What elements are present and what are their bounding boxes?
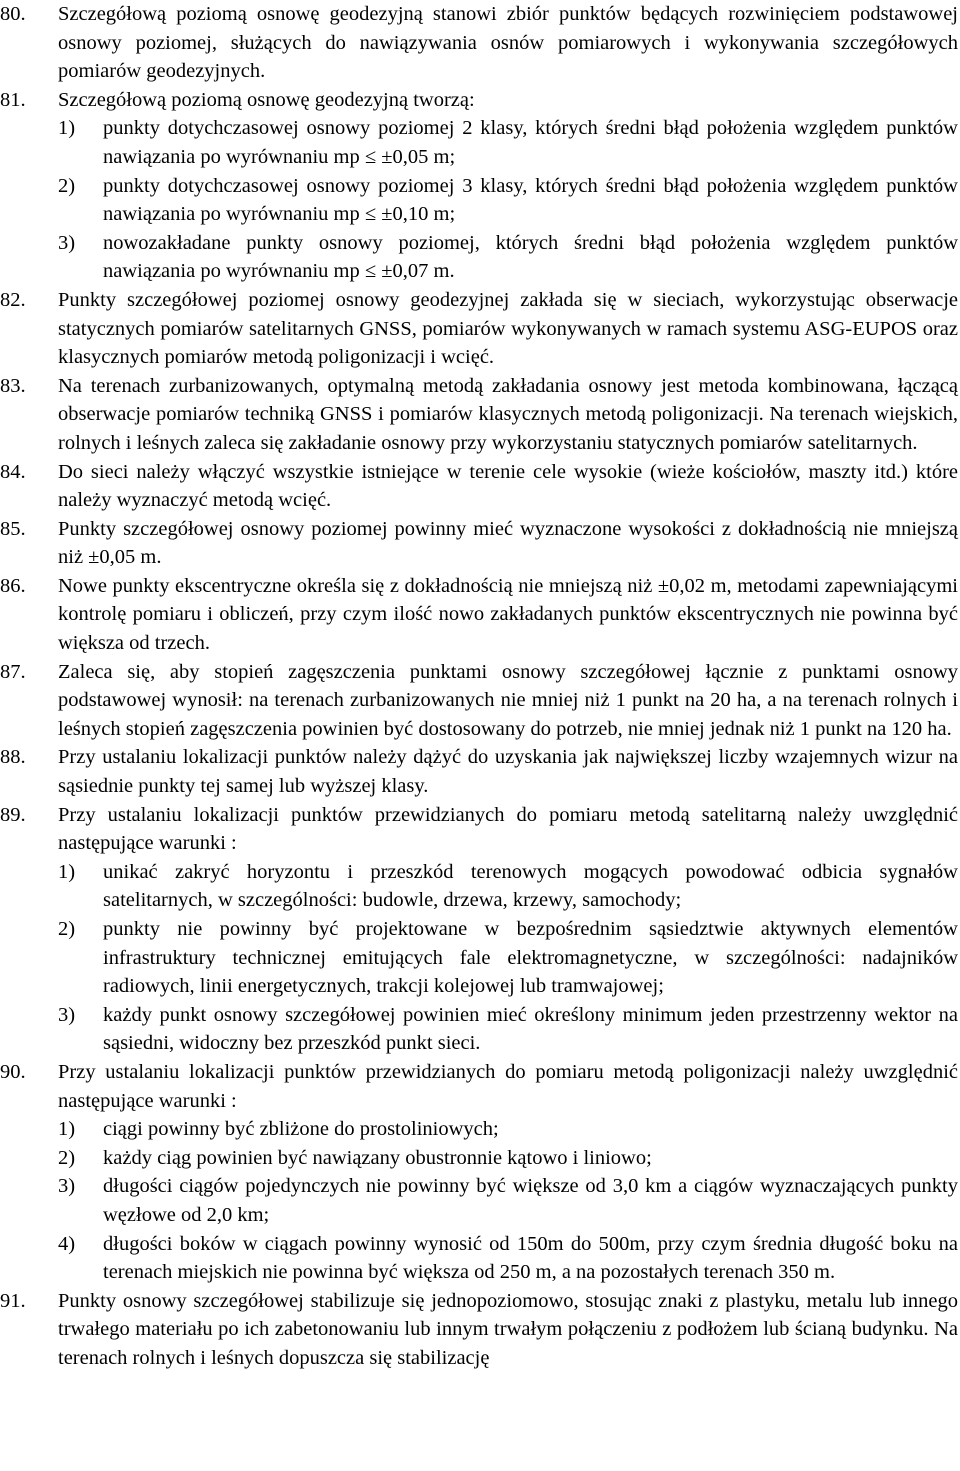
paragraph-number: 83.: [0, 374, 26, 397]
paragraph-item: [0, 86, 958, 286]
sub-item-number: 2): [58, 918, 76, 940]
paragraph-number: 88.: [0, 746, 26, 769]
sub-item-number: 2): [58, 1146, 76, 1169]
sub-item-text: każdy ciąg powinien być nawiązany obustronnie kątowo i liniowo;: [103, 1146, 652, 1169]
paragraph-number: 82.: [0, 288, 26, 311]
sub-item-text: unikać zakryć horyzontu i przeszkód terenowych mogących powodować odbicia sygnałów satelitarnych, w szczególności: budowle, drzewa, krzewy, samochody;: [103, 860, 958, 912]
sub-item: [58, 172, 958, 229]
paragraph-body: [58, 1058, 958, 1287]
paragraph-text: Do sieci należy włączyć wszystkie istniejące w terenie cele wysokie (wieże kościołów, maszty itd.) które należy wyznaczyć metodą wcięć.: [58, 460, 958, 512]
paragraph-item: [0, 801, 958, 1058]
paragraph-body: [58, 572, 958, 658]
paragraph-body: [58, 0, 958, 86]
paragraph-text: Przy ustalaniu lokalizacji punktów należy dążyć do uzyskania jak największej liczby wzajemnych wizur na sąsiednie punkty tej samej lub wyższej klasy.: [58, 746, 958, 798]
paragraph-item: [0, 0, 958, 86]
paragraph-text: Przy ustalaniu lokalizacji punktów przewidzianych do pomiaru metodą satelitarną należy uwzględnić następujące warunki :: [58, 803, 958, 855]
sub-item-number: 3): [58, 231, 76, 254]
paragraph-text: Przy ustalaniu lokalizacji punktów przewidzianych do pomiaru metodą poligonizacji należy uwzględnić następujące warunki :: [58, 1060, 958, 1112]
sub-item-text: długości boków w ciągach powinny wynosić od 150m do 500m, przy czym średnia długość boku na terenach miejskich nie powinna być większa od 250 m, a na pozostałych terenach 350 m.: [103, 1232, 958, 1284]
sub-item-number: 1): [58, 1118, 76, 1141]
sub-item-number: 2): [58, 174, 76, 197]
sub-item: [58, 1172, 958, 1229]
sub-item-number: 4): [58, 1232, 76, 1255]
paragraph-text: Szczegółową poziomą osnowę geodezyjną stanowi zbiór punktów będących rozwinięciem podstawowej osnowy poziomej, służących do nawiązywania osnów pomiarowych i wykonywania szczegółowych pomiarów geodezyjnych.: [58, 3, 958, 83]
sub-item: [58, 114, 958, 171]
paragraph-number: 86.: [0, 574, 26, 597]
paragraph-number: 91.: [0, 1289, 26, 1312]
paragraph-item: [0, 286, 958, 372]
sub-item-number: 1): [58, 117, 76, 140]
sub-item-number: 3): [58, 1175, 76, 1198]
paragraph-item: [0, 515, 958, 572]
paragraph-body: [58, 372, 958, 458]
sub-item-text: każdy punkt osnowy szczegółowej powinien mieć określony minimum jeden przestrzenny wektor na sąsiedni, widoczny bez przeszkód punkt sieci.: [103, 1003, 958, 1055]
sub-item: [58, 1001, 958, 1058]
sub-item: [58, 1115, 958, 1144]
sub-item: [58, 915, 958, 1001]
sub-item-number: 1): [58, 860, 76, 883]
sub-item-text: punkty dotychczasowej osnowy poziomej 3 klasy, których średni błąd położenia względem punktów nawiązania po wyrównaniu mp ≤ ±0,10 m;: [103, 174, 958, 226]
paragraph-text: Zaleca się, aby stopień zagęszczenia punktami osnowy szczegółowej łącznie z punktami osnowy podstawowej wynosił: na terenach zurbanizowanych nie mniej niż 1 punkt na 20 ha, a na terenach rolnych i leśnych stopień zagęszczenia powinien być dostosowany do potrzeb, nie mniej jednak niż 1 punkt na 120 ha.: [58, 660, 958, 740]
paragraph-body: [58, 458, 958, 515]
paragraph-text: Punkty szczegółowej osnowy poziomej powinny mieć wyznaczone wysokości z dokładnością nie mniejszą niż ±0,05 m.: [58, 517, 958, 569]
sub-item-text: punkty nie powinny być projektowane w bezpośrednim sąsiedztwie aktywnych elementów infrastruktury technicznej emitujących fale elektromagnetyczne, w szczególności: nadajników radiowych, linii energetycznych, trakcji kolejowej lub tramwajowej;: [103, 918, 958, 998]
sub-item-text: ciągi powinny być zbliżone do prostoliniowych;: [103, 1118, 499, 1141]
paragraph-number: 81.: [0, 88, 26, 111]
paragraph-body: [58, 515, 958, 572]
paragraph-number: 87.: [0, 660, 26, 683]
sub-item: [58, 858, 958, 915]
paragraph-number: 80.: [0, 3, 26, 25]
paragraph-text: Nowe punkty ekscentryczne określa się z dokładnością nie mniejszą niż ±0,02 m, metodami zapewniającymi kontrolę pomiaru i obliczeń, przy czym ilość nowo zakładanych punktów ekscentrycznych nie powinna być większa od trzech.: [58, 574, 958, 655]
paragraph-item: [0, 572, 958, 658]
paragraph-text: Szczegółową poziomą osnowę geodezyjną tworzą:: [58, 88, 475, 111]
paragraph-body: [58, 86, 958, 286]
sub-item: [58, 1144, 958, 1173]
paragraph-text: Punkty szczegółowej poziomej osnowy geodezyjnej zakłada się w sieciach, wykorzystując obserwacje statycznych pomiarów satelitarnych GNSS, pomiarów wykonywanych w ramach systemu ASG-EUPOS oraz klasycznych pomiarów metodą poligonizacji i wcięć.: [58, 288, 958, 369]
paragraph-item: [0, 743, 958, 800]
paragraph-body: [58, 1287, 958, 1373]
paragraph-item: [0, 458, 958, 515]
paragraph-text: Punkty osnowy szczegółowej stabilizuje się jednopoziomowo, stosując znaki z plastyku, metalu lub innego trwałego materiału po ich zabetonowaniu lub innym trwałym połączeniu z podłożem lub ścianą budynku. Na terenach rolnych i leśnych dopuszcza się stabilizację: [58, 1289, 958, 1369]
paragraph-item: [0, 372, 958, 458]
sub-item-text: długości ciągów pojedynczych nie powinny być większe od 3,0 km a ciągów wyznaczających punkty węzłowe od 2,0 km;: [103, 1175, 958, 1226]
paragraph-text: Na terenach zurbanizowanych, optymalną metodą zakładania osnowy jest metoda kombinowana, łączącą obserwacje pomiarów techniką GNSS i pomiarów klasycznych metodą poligonizacji. Na terenach wiejskich, rolnych i leśnych zaleca się zakładanie osnowy przy wykorzystaniu statycznych pomiarów satelitarnych.: [58, 374, 958, 454]
paragraph-body: [58, 801, 958, 1058]
sub-item-number: 3): [58, 1003, 76, 1026]
paragraph-number: 85.: [0, 517, 26, 540]
paragraph-item: [0, 1058, 958, 1287]
paragraph-number: 89.: [0, 803, 26, 826]
paragraph-item: [0, 658, 958, 744]
paragraph-number: 90.: [0, 1060, 26, 1083]
sub-item: [58, 1230, 958, 1287]
sub-item: [58, 229, 958, 286]
paragraph-body: [58, 658, 958, 744]
sub-item-text: nowozakładane punkty osnowy poziomej, których średni błąd położenia względem punktów nawiązania po wyrównaniu mp ≤ ±0,07 m.: [103, 231, 958, 283]
sub-item-text: punkty dotychczasowej osnowy poziomej 2 klasy, których średni błąd położenia względem punktów nawiązania po wyrównaniu mp ≤ ±0,05 m;: [103, 117, 958, 168]
paragraph-body: [58, 286, 958, 372]
paragraph-body: [58, 743, 958, 800]
paragraph-item: [0, 1287, 958, 1373]
paragraph-number: 84.: [0, 460, 26, 483]
